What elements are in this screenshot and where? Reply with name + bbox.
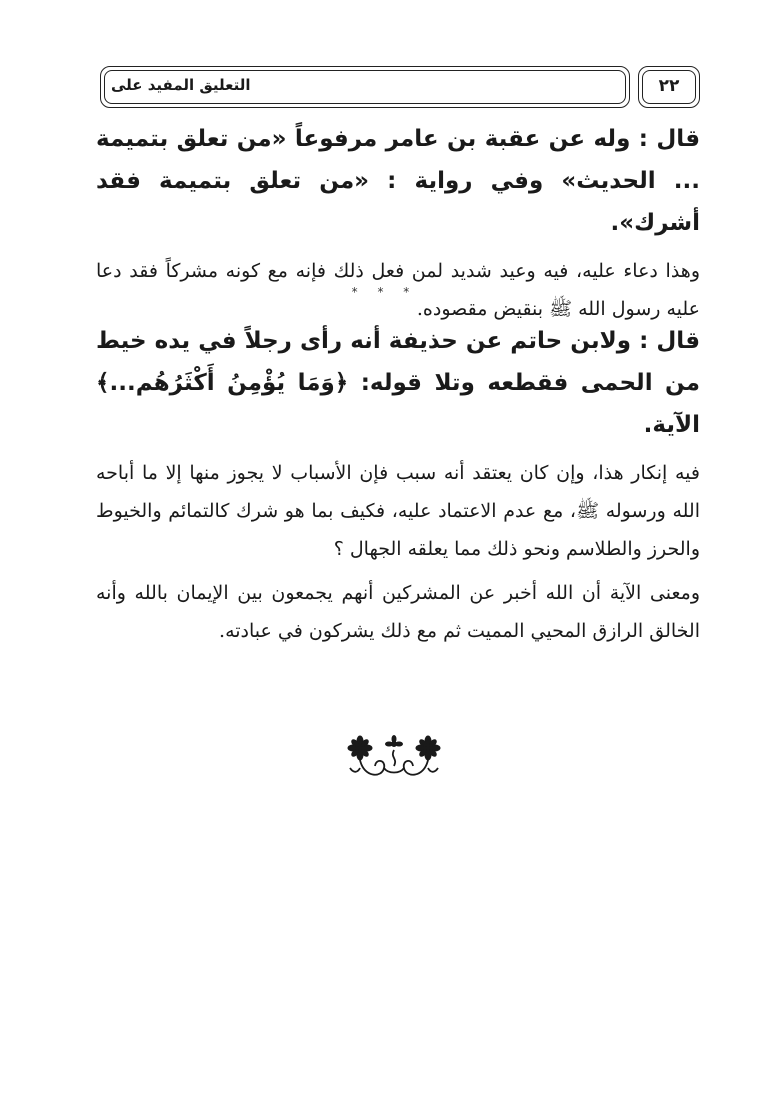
running-title: التعليق المفيد على (111, 76, 251, 94)
matn-text: قال : وله عن عقبة بن عامر مرفوعاً «من تعلق بتميمة ... الحديث» وفي رواية : «من تعلق بتميمة فقد أشرك». (96, 126, 700, 236)
section-separator: * * * (351, 285, 418, 299)
page-number: ٢٢ (658, 76, 680, 96)
floral-ornament-icon (344, 734, 444, 782)
section-2 (96, 320, 700, 650)
page-header (100, 66, 700, 112)
commentary-paragraph: فيه إنكار هذا، وإن كان يعتقد أنه سبب فإن الأسباب لا يجوز منها إلا ما أباحه الله ورسوله ﷺ، مع عدم الاعتماد عليه، فكيف بما هو شرك كالتمائم والخيوط والحرز والطلاسم ونحو ذلك مما يعلقه الجهال ؟ (96, 462, 700, 560)
page-number-frame (638, 66, 700, 108)
header-title-frame (100, 66, 630, 108)
matn-text: قال : ولابن حاتم عن حذيفة أنه رأى رجلاً في يده خيط من الحمى فقطعه وتلا قوله: ﴿وَمَا يُؤْمِنُ أَكْثَرُهُم...﴾ الآية. (96, 328, 700, 438)
commentary-paragraph: وهذا دعاء عليه، فيه وعيد شديد لمن فعل ذلك فإنه مع كونه مشركاً فقد دعا عليه رسول الله ﷺ بنقيض مقصوده. (96, 260, 700, 320)
commentary-paragraph: ومعنى الآية أن الله أخبر عن المشركين أنهم يجمعون بين الإيمان بالله وأنه الخالق الرازق المحيي المميت ثم مع ذلك يشركون في عبادته. (96, 582, 700, 642)
